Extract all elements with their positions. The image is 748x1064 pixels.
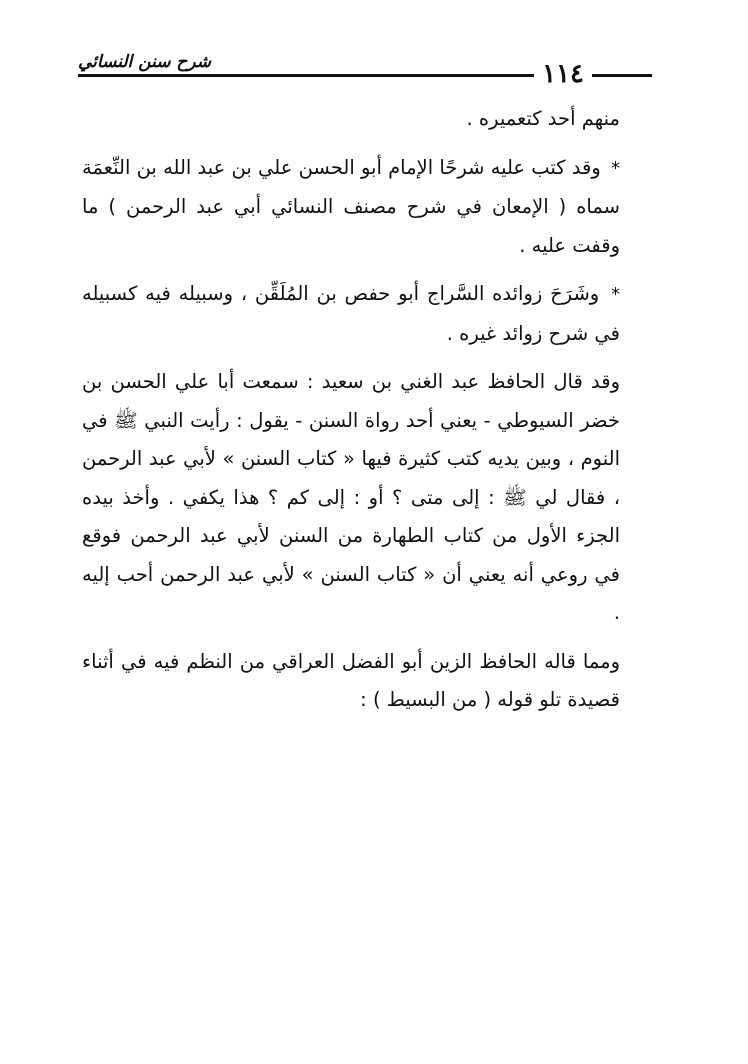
body-text [82,100,620,720]
paragraph-5 [82,643,620,720]
paragraph-text: ومما قاله الحافظ الزين أبو الفضل العراقي من النظم فيه في أثناء قصيدة تلو قوله ( من البسيط ) : [82,649,620,711]
paragraph-1 [82,100,620,139]
page-number: ١١٤ [542,59,584,89]
asterisk-bullet-icon: * [611,157,620,179]
asterisk-bullet-icon: * [611,284,620,305]
paragraph-text: وقد قال الحافظ عبد الغني بن سعيد : سمعت أبا علي الحسن بن خضر السيوطي - يعني أحد رواة السنن - يقول : رأيت النبي ﷺ في النوم ، وبين يديه كتب كثيرة فيها « كتاب السنن » لأبي عبد الرحمن ، فقال لي ﷺ : إلى متى ؟ أو : إلى كم ؟ هذا يكفي . وأخذ بيده الجزء الأول من كتاب الطهارة من السنن لأبي عبد الرحمن فوقع في روعي أنه يعني أن « كتاب السنن » لأبي عبد الرحمن أحب إليه . [82,370,620,624]
paragraph-2 [82,149,620,266]
page-number-container [534,56,592,92]
paragraph-text: منهم أحد كتعميره . [466,107,620,130]
page-header [78,48,652,88]
paragraph-text: وشَرَحَ زوائده السَّراج أبو حفص بن المُلَقِّن ، وسبيله فيه كسبيله في شرح زوائد غيره . [82,282,620,345]
paragraph-3 [82,275,620,353]
paragraph-text: وقد كتب عليه شرحًا الإمام أبو الحسن علي بن عبد الله بن النِّعمَة سماه ( الإمعان في شرح مصنف النسائي أبي عبد الرحمن ) ما وقفت عليه . [82,155,620,257]
running-title: شرح سنن النسائي [78,52,212,72]
paragraph-4 [82,363,620,633]
